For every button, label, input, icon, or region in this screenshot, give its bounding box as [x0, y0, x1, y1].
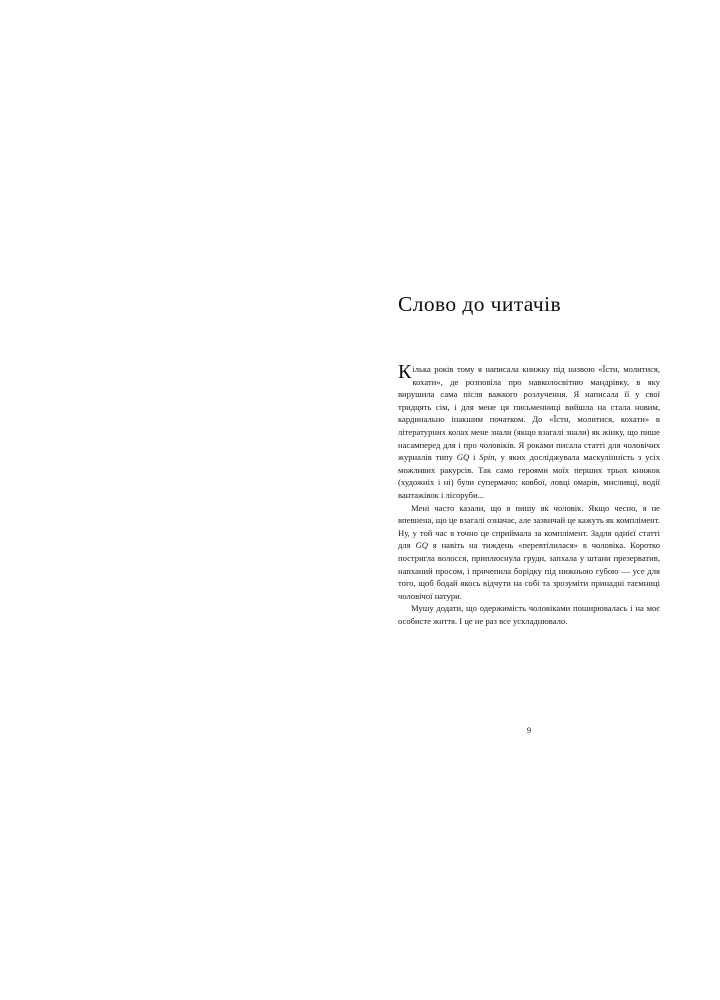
- paragraph-1-conj: і: [469, 452, 480, 463]
- paragraph-1-tail: , у яких досліджувала маскулінність з усіх можливих ракурсів. Так само героями моїх перших трьох книжок (художніх і ні) були супермачо: ковбої, ловці омарів, мисливці, водії вантажівок і лісоруби...: [398, 452, 661, 500]
- page-number: 9: [526, 726, 532, 735]
- drop-cap: К: [398, 361, 412, 383]
- magazine-name-gq-2: GQ: [415, 540, 428, 551]
- paragraph-3: Мушу додати, що одержимість чоловіками поширювалась і на моє особисте життя. І це не раз все ускладнювало.: [398, 603, 660, 626]
- text-column: [398, 292, 660, 627]
- magazine-name-spin: Spin: [479, 452, 495, 463]
- paragraph-2-head: Мені часто казали, що я пишу як чоловік. Якщо чесно, я не впевнена, що це взагалі означає, але зазвичай це кажуть як комплімент. Ну, у той час я точно це сприймала за комплімент. Задля однієї статті для: [398, 502, 660, 551]
- body-text: [398, 363, 660, 627]
- magazine-name-gq: GQ: [456, 452, 470, 463]
- chapter-title: Слово до читачів: [398, 292, 562, 316]
- paragraph-1-text: ілька років тому я написала книжку під назвою «Їсти, молитися, кохати», де розповіла про навколосвітню мандрівку, в яку вирушила сама після важкого розлучення. Я написала її у свої тридцять сім, і для мене ця письменниці вийшла на стала новим, кардинально інакшим початком. До «Їсти, молитися, кохати» в літературних колах мене знали (якщо взагалі знали) як жінку, що пише насамперед для і про чоловіків. Я роками писала статті для чоловічих журналів типу: [398, 364, 660, 463]
- paragraph-2: [398, 502, 660, 603]
- paragraph-2-tail: я навіть на тиждень «перевтілилася» в чоловіка. Коротко постригла волосся, приплюснула груди, запхала у штани презерватив, напханий просом, і причепила борідку під нижньою губою — усе для того, щоб бодай якось відчути на собі та зрозуміти принадні таємниці чоловічої натури.: [398, 540, 661, 601]
- paragraph-1: [398, 363, 660, 502]
